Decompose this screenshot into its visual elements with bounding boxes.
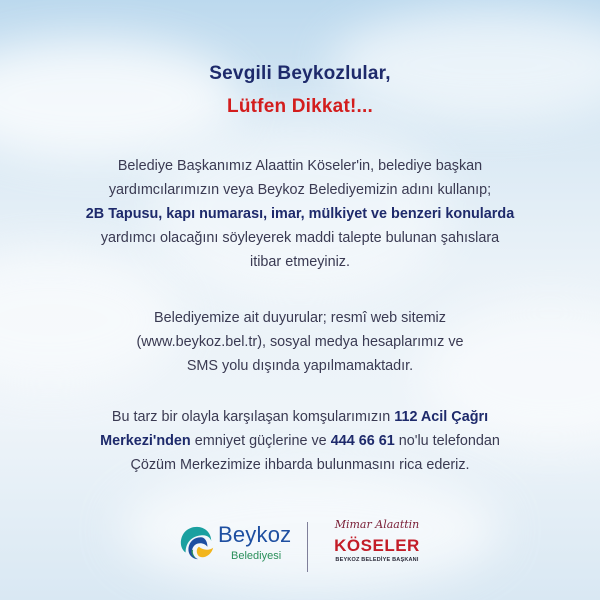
paragraph-line: Bu tarz bir olayla karşılaşan komşularımızın 112 Acil Çağrı [111,409,489,425]
paragraph-line: Çözüm Merkezimize ihbarda bulunmasını rica ederiz. [130,457,470,473]
paragraph-line: Belediye Başkanımız Alaattin Köseler'in, belediye başkan [117,158,483,174]
paragraph-line: SMS yolu dışında yapılmamaktadır. [186,358,414,374]
greeting-title: Sevgili Beykozlular, [209,63,391,84]
paragraph-warning [40,154,560,274]
mayor-signature: Mimar Alaattin [334,518,420,531]
mayor-name: KÖSELER [334,536,420,555]
paragraph-line: Belediyemize ait duyurular; resmî web sitemiz [154,310,446,326]
brand-name: Beykoz [218,522,292,547]
paragraph-line: Merkezi'nden emniyet güçlerine ve 444 66 61 no'lu telefondan [100,433,500,449]
logo-divider [307,522,308,572]
paragraph-line-bold: 2B Tapusu, kapı numarası, imar, mülkiyet ve benzeri konularda [85,206,515,222]
paragraph-contact [40,405,560,477]
paragraph-line: yardımcılarımızın veya Beykoz Belediyemizin adını kullanıp; [108,182,492,198]
paragraph-line: (www.beykoz.bel.tr), sosyal medya hesaplarımız ve [136,334,464,350]
warning-title: Lütfen Dikkat!... [227,96,373,117]
paragraph-announcements [40,306,560,378]
mayor-title: BEYKOZ BELEDİYE BAŞKANI [335,557,419,563]
paragraph-line: yardımcı olacağını söyleyerek maddi talepte bulunan şahıslara [100,230,500,246]
beykoz-logo-icon [178,524,216,562]
paragraph-line: itibar etmeyiniz. [250,254,350,270]
footer-logos [0,518,600,578]
brand-subtitle: Belediyesi [231,550,282,562]
